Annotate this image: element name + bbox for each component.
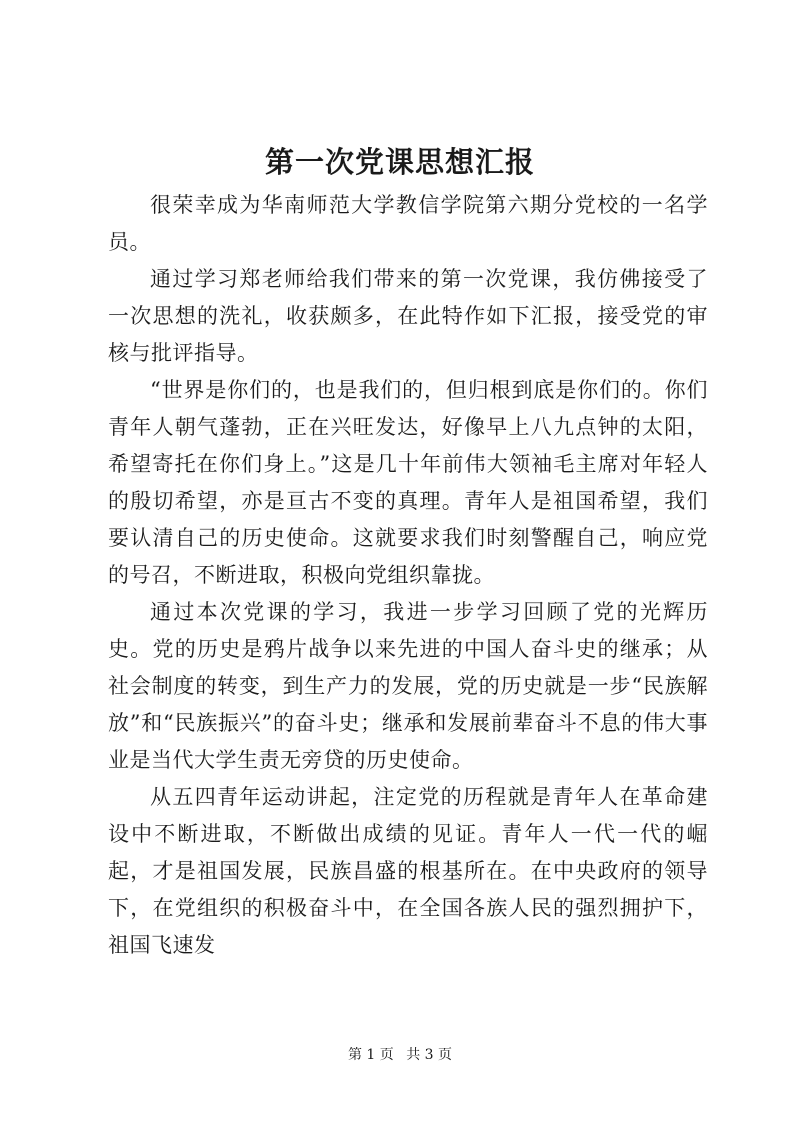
paragraph-3: “世界是你们的，也是我们的，但归根到底是你们的。你们青年人朝气蓬勃，正在兴旺发达，好像早上八九点钟的太阳，希望寄托在你们身上。”这是几十年前伟大领袖毛主席对年轻人的殷切希望，亦是亘古不变的真理。青年人是祖国希望，我们要认清自己的历史使命。这就要求我们时刻警醒自己，响应党的号召，不断进取，积极向党组织靠拢。 bbox=[108, 378, 708, 587]
page-number-current: 第 1 页 bbox=[347, 1047, 394, 1063]
page-title: 第一次党课思想汇报 bbox=[264, 145, 535, 179]
paragraph-1: 很荣幸成为华南师范大学教信学院第六期分党校的一名学员。 bbox=[108, 193, 708, 254]
paragraph-5: 从五四青年运动讲起，注定党的历程就是青年人在革命建设中不断进取，不断做出成绩的见证。青年人一代一代的崛起，才是祖国发展，民族昌盛的根基所在。在中央政府的领导下，在党组织的积极奋斗中，在全国各族人民的强烈拥护下，祖国飞速发 bbox=[108, 785, 708, 957]
page-footer bbox=[0, 1044, 800, 1064]
page-number-total: 共 3 页 bbox=[406, 1047, 453, 1063]
paragraph-2: 通过学习郑老师给我们带来的第一次党课，我仿佛接受了一次思想的洗礼，收获颇多，在此特作如下汇报，接受党的审核与批评指导。 bbox=[108, 267, 708, 365]
document-body bbox=[108, 187, 708, 964]
paragraph-4: 通过本次党课的学习，我进一步学习回顾了党的光辉历史。党的历史是鸦片战争以来先进的中国人奋斗史的继承；从社会制度的转变，到生产力的发展，党的历史就是一步“民族解放”和“民族振兴”的奋斗史；继承和发展前辈奋斗不息的伟大事业是当代大学生责无旁贷的历史使命。 bbox=[108, 600, 708, 772]
